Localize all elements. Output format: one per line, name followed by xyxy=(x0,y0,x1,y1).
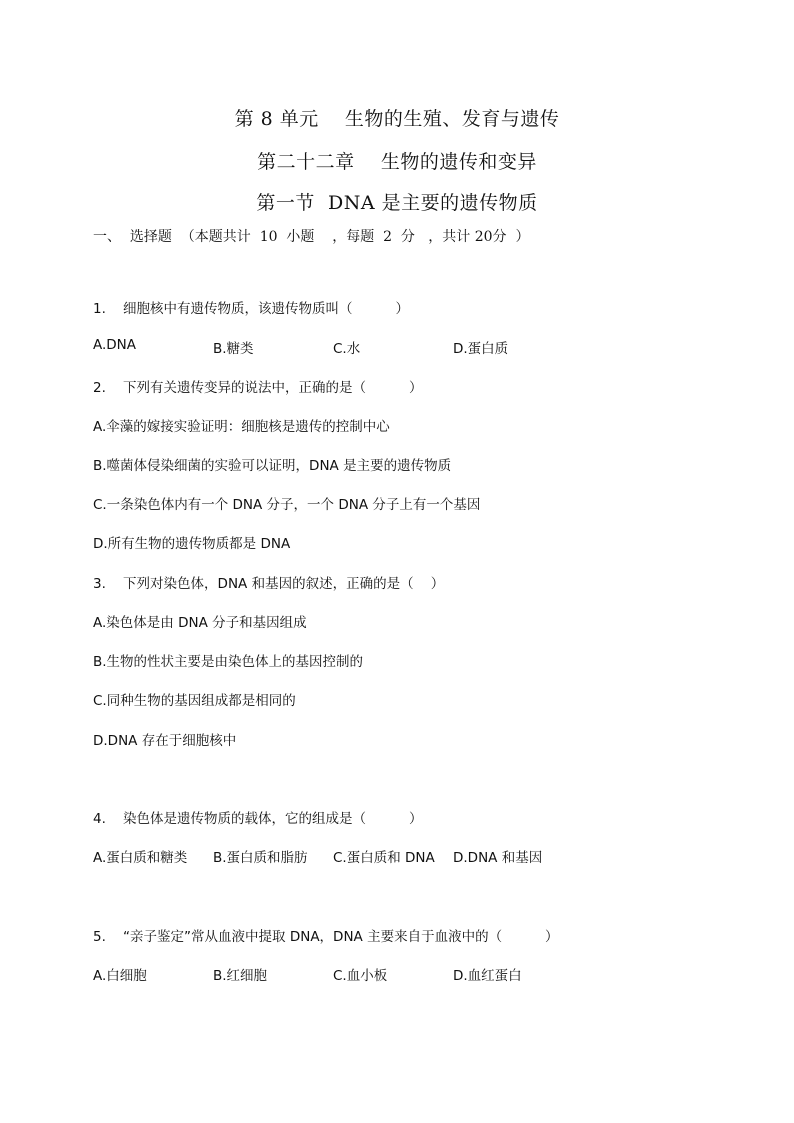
question-1-option-c: C.水 xyxy=(333,341,361,357)
question-4-option-d: D.DNA 和基因 xyxy=(453,850,543,866)
question-3-option-b: B.生物的性状主要是由染色体上的基因控制的 xyxy=(93,654,364,670)
chapter-title: 第二十二章 生物的遗传和变异 xyxy=(257,151,537,173)
question-1-stem: 1. 细胞核中有遗传物质，该遗传物质叫（ ） xyxy=(93,301,409,317)
question-2-option-a: A.伞藻的嫁接实验证明：细胞核是遗传的控制中心 xyxy=(93,419,390,435)
question-2-option-d: D.所有生物的遗传物质都是 DNA xyxy=(93,536,291,552)
question-4-option-a: A.蛋白质和糖类 xyxy=(93,850,188,866)
question-4-option-c: C.蛋白质和 DNA xyxy=(333,850,435,866)
question-1-option-d: D.蛋白质 xyxy=(453,341,509,357)
question-3-stem: 3. 下列对染色体，DNA 和基因的叙述，正确的是（ ） xyxy=(93,576,445,592)
question-5-option-b: B.红细胞 xyxy=(213,968,268,984)
question-5-option-a: A.白细胞 xyxy=(93,968,147,984)
question-3-option-d: D.DNA 存在于细胞核中 xyxy=(93,733,237,749)
part-heading: 一、 选择题 （本题共计 10 小题 ，每题 2 分 ，共计 20分 ） xyxy=(93,229,530,245)
question-2-option-b: B.噬菌体侵染细菌的实验可以证明，DNA 是主要的遗传物质 xyxy=(93,458,452,474)
question-5-option-c: C.血小板 xyxy=(333,968,388,984)
question-4-option-b: B.蛋白质和脂肪 xyxy=(213,850,308,866)
unit-title: 第 8 单元 生物的生殖、发育与遗传 xyxy=(234,108,560,130)
question-2-option-c: C.一条染色体内有一个 DNA 分子，一个 DNA 分子上有一个基因 xyxy=(93,497,481,513)
section-title: 第一节 DNA 是主要的遗传物质 xyxy=(256,192,538,214)
question-5-option-d: D.血红蛋白 xyxy=(453,968,522,984)
question-3-option-c: C.同种生物的基因组成都是相同的 xyxy=(93,693,296,709)
question-4-stem: 4. 染色体是遗传物质的载体，它的组成是（ ） xyxy=(93,811,423,827)
question-5-stem: 5. “亲子鉴定”常从血液中提取 DNA，DNA 主要来自于血液中的（ ） xyxy=(93,929,559,945)
question-3-option-a: A.染色体是由 DNA 分子和基因组成 xyxy=(93,615,307,631)
question-1-option-a: A.DNA xyxy=(93,337,137,353)
question-2-stem: 2. 下列有关遗传变异的说法中，正确的是（ ） xyxy=(93,380,423,396)
question-1-option-b: B.糖类 xyxy=(213,341,254,357)
